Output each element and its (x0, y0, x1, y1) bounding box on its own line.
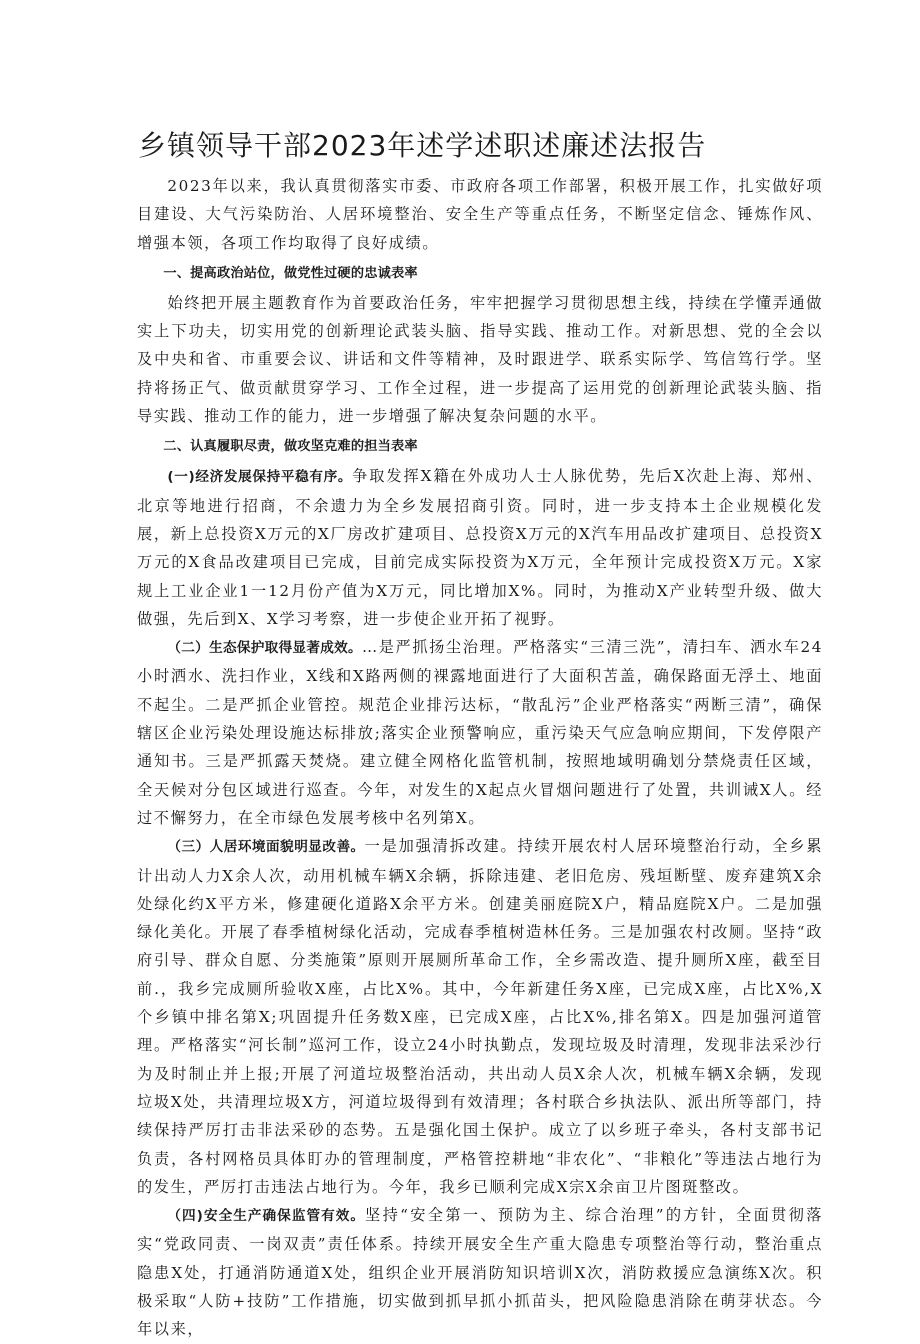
item-3-paragraph (137, 832, 823, 1201)
item-1-lead: (一)经济发展保持平稳有序。 (167, 469, 353, 486)
item-1-text: 争取发挥X籍在外成功人士人脉优势，先后X次赴上海、郑州、北京等地进行招商，不余遗力为全乡发展招商引资。同时，进一步支持本土企业规模化发展，新上总投资X万元的X厂房改扩建项目、总投资X万元的X汽车用品改扩建项目、总投资X万元的X食品改建项目已完成，目前完成实际投资为X万元，全年预计完成投资X万元。X家规上工业企业1一12月份产值为X万元，同比增加X%。同时，为推动X产业转型升级、做大做强，先后到X、X学习考察，进一步使企业开拓了视野。 (137, 467, 823, 628)
report-body (137, 172, 823, 1344)
intro-paragraph: 2023年以来，我认真贯彻落实市委、市政府各项工作部署，积极开展工作，扎实做好项目建设、大气污染防治、人居环境整治、安全生产等重点任务，不断坚定信念、锤炼作风、增强本领，各项工作均取得了良好成绩。 (137, 177, 823, 252)
item-2-lead: （二）生态保护取得显著成效。 (167, 640, 362, 657)
item-2-text: …是严抓扬尘治理。严格落实“三清三洗”，清扫车、洒水车24小时洒水、洗扫作业，X线和X路两侧的裸露地面进行了大面积苫盖，确保路面无浮土、地面不起尘。二是严抓企业管控。规范企业排污达标，“散乱污”企业严格落实“两断三清”，确保辖区企业污染处理设施达标排放;落实企业预警响应，重污染天气应急响应期间，下发停限产通知书。三是严抓露天焚烧。建立健全网格化监管机制，按照地域明确划分禁烧责任区域，全天候对分包区域进行巡查。今年，对发生的X起点火冒烟问题进行了处置，共训诫X人。经过不懈努力，在全市绿色发展考核中名列第X。 (137, 638, 823, 827)
section-1-heading: 一、提高政治站位，做党性过硬的忠诚表率 (163, 265, 418, 281)
item-2-paragraph (137, 633, 823, 832)
item-1-paragraph (137, 462, 823, 633)
item-3-text: 一是加强清拆改建。持续开展农村人居环境整治行动，全乡累计出动人力X余人次，动用机械车辆X余辆，拆除违建、老旧危房、残垣断壁、废弃建筑X余处绿化约X平方米，修建硬化道路X余平方米。创建美丽庭院X户，精品庭院X户。二是加强绿化美化。开展了春季植树绿化活动，完成春季植树造林任务。三是加强农村改厕。坚持“政府引导、群众自愿、分类施策”原则开展厕所革命工作，全乡需改造、提升厕所X座，截至目前.，我乡完成厕所验收X座，占比X%。其中，今年新建任务X座，已完成X座，占比X%,X个乡镇中排名第X;巩固提升任务数X座，已完成X座，占比X%,排名第X。四是加强河道管理。严格落实“河长制”巡河工作，设立24小时执勤点，发现垃圾及时清理，发现非法采沙行为及时制止并上报;开展了河道垃圾整治活动，共出动人员X余人次，机械车辆X余辆，发现垃圾X处，共清理垃圾X方，河道垃圾得到有效清理；各村联合乡执法队、派出所等部门，持续保持严厉打击非法采砂的态势。五是强化国土保护。成立了以乡班子牵头，各村支部书记负责，各村网格员具体盯办的管理制度，严格管控耕地“非农化”、“非粮化”等违法占地行为的发生，严厉打击违法占地行为。今年，我乡已顺利完成X宗X余亩卫片图斑整改。 (137, 837, 824, 1196)
item-4-paragraph (137, 1201, 823, 1343)
item-4-text: 坚持“安全第一、预防为主、综合治理”的方针，全面贯彻落实“党政同责、一岗双责”责任体系。持续开展安全生产重大隐患专项整治等行动，整治重点隐患X处，打通消防通道X处，组织企业开展消防知识培训X次，消防救援应急演练X次。积极采取“人防+技防”工作措施，切实做到抓早抓小抓苗头，把风险隐患消除在萌芽状态。今年以来， (137, 1206, 823, 1339)
report-title: 乡镇领导干部2023年述学述职述廉述法报告 (138, 129, 707, 162)
section-1-paragraph: 始终把开展主题教育作为首要政治任务，牢牢把握学习贯彻思想主线，持续在学懂弄通做实上下功夫，切实用党的创新理论武装头脑、指导实践、推动工作。对新思想、党的全会以及中央和省、市重要会议、讲话和文件等精神，及时跟进学、联系实际学、笃信笃行学。坚持将扬正气、做贡献贯穿学习、工作全过程，进一步提高了运用党的创新理论武装头脑、指导实践、推动工作的能力，进一步增强了解决复杂问题的水平。 (137, 293, 823, 426)
item-3-lead: （三）人居环境面貌明显改善。 (167, 839, 365, 856)
item-4-lead: （四)安全生产确保监管有效。 (167, 1208, 366, 1225)
section-2-heading: 二、认真履职尽责，做攻坚克难的担当表率 (163, 439, 418, 455)
